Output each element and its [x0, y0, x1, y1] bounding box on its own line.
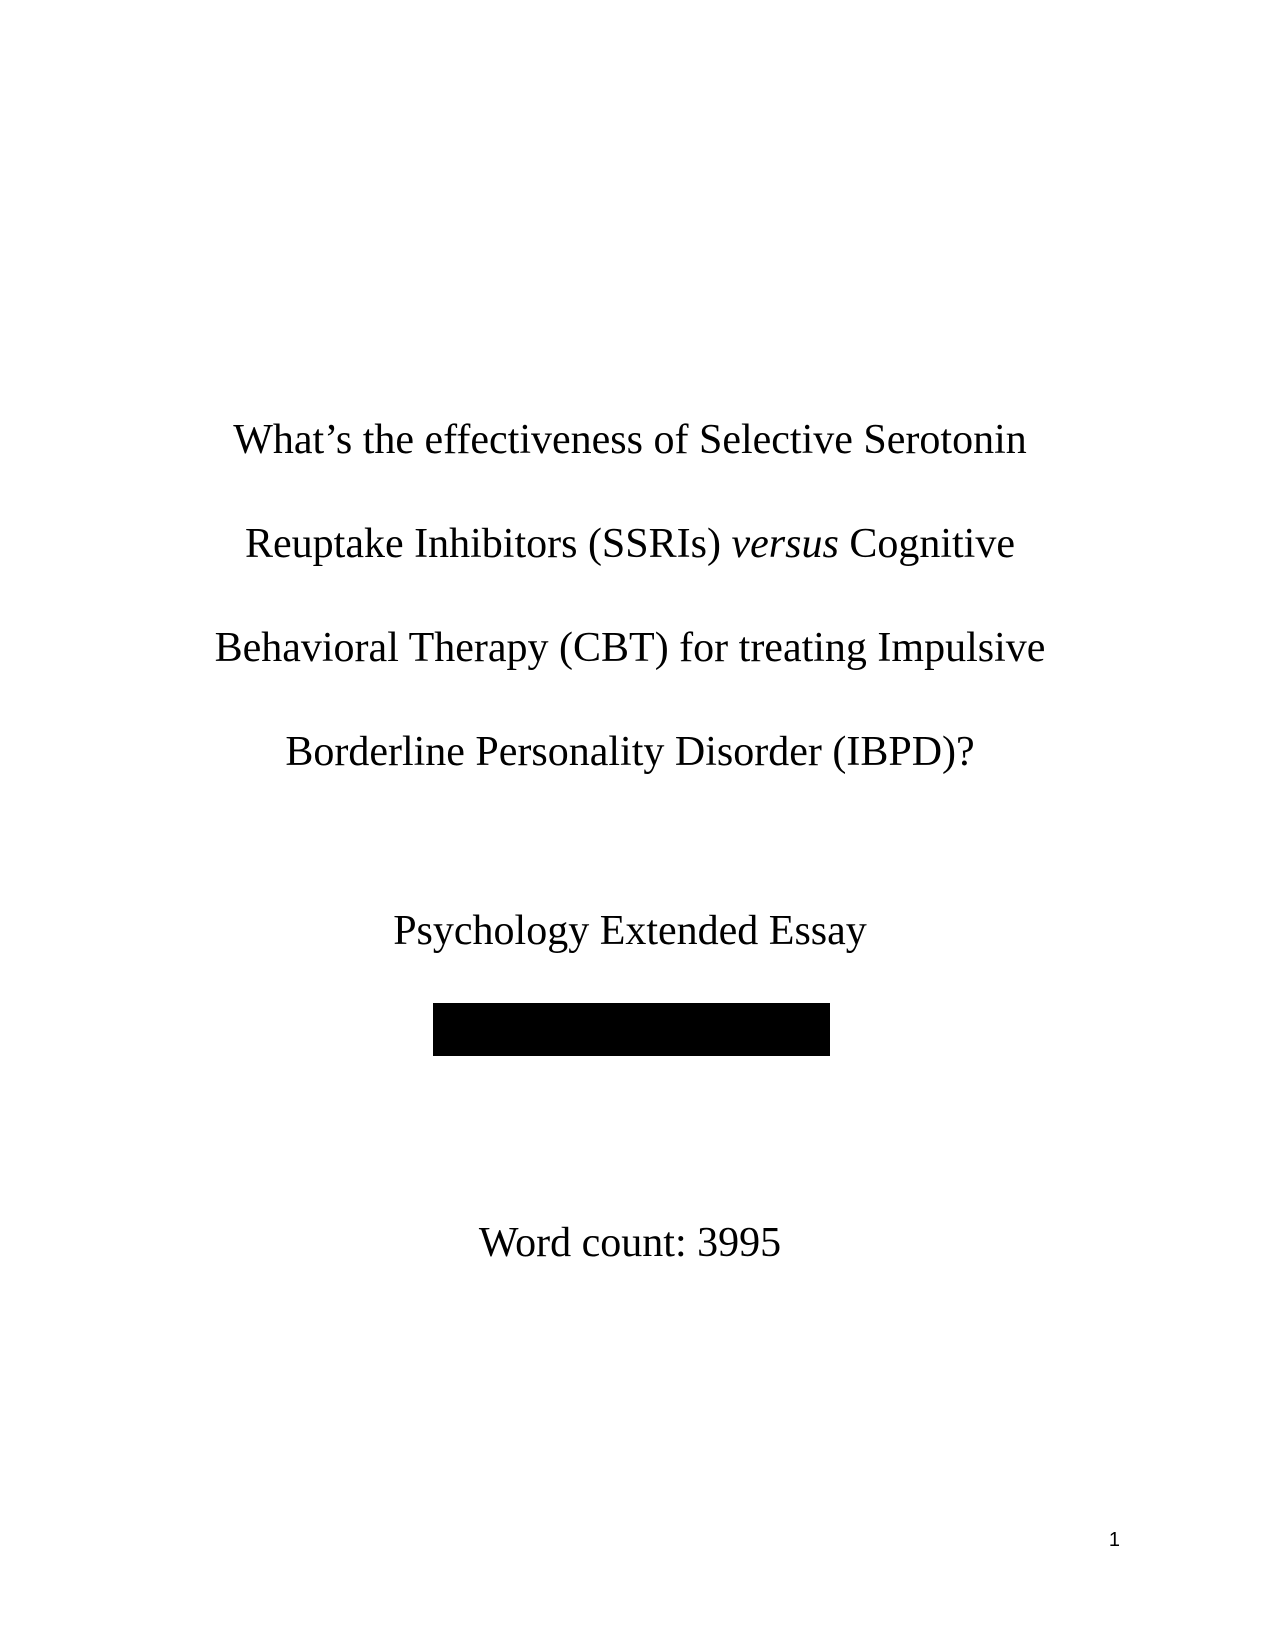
- title-line-2-before: Reuptake Inhibitors (SSRIs): [245, 521, 732, 567]
- title-line-4-text: Borderline Personality Disorder (IBPD)?: [285, 729, 975, 775]
- title-line-2: [0, 492, 1260, 596]
- title-line-2-after: Cognitive: [838, 521, 1015, 567]
- title-line-2-italic: versus: [731, 521, 839, 567]
- title-line-3: [0, 596, 1260, 700]
- word-count: Word count: 3995: [478, 1220, 782, 1266]
- essay-title: [0, 388, 1260, 804]
- title-line-4: [0, 700, 1260, 804]
- redaction-bar: [433, 1003, 830, 1056]
- title-line-1-text: What’s the effectiveness of Selective Serotonin: [233, 417, 1027, 463]
- page-number: 1: [1108, 1529, 1120, 1551]
- title-line-1: [0, 388, 1260, 492]
- essay-subject: Psychology Extended Essay: [393, 908, 867, 954]
- title-line-3-text: Behavioral Therapy (CBT) for treating Impulsive: [214, 625, 1046, 671]
